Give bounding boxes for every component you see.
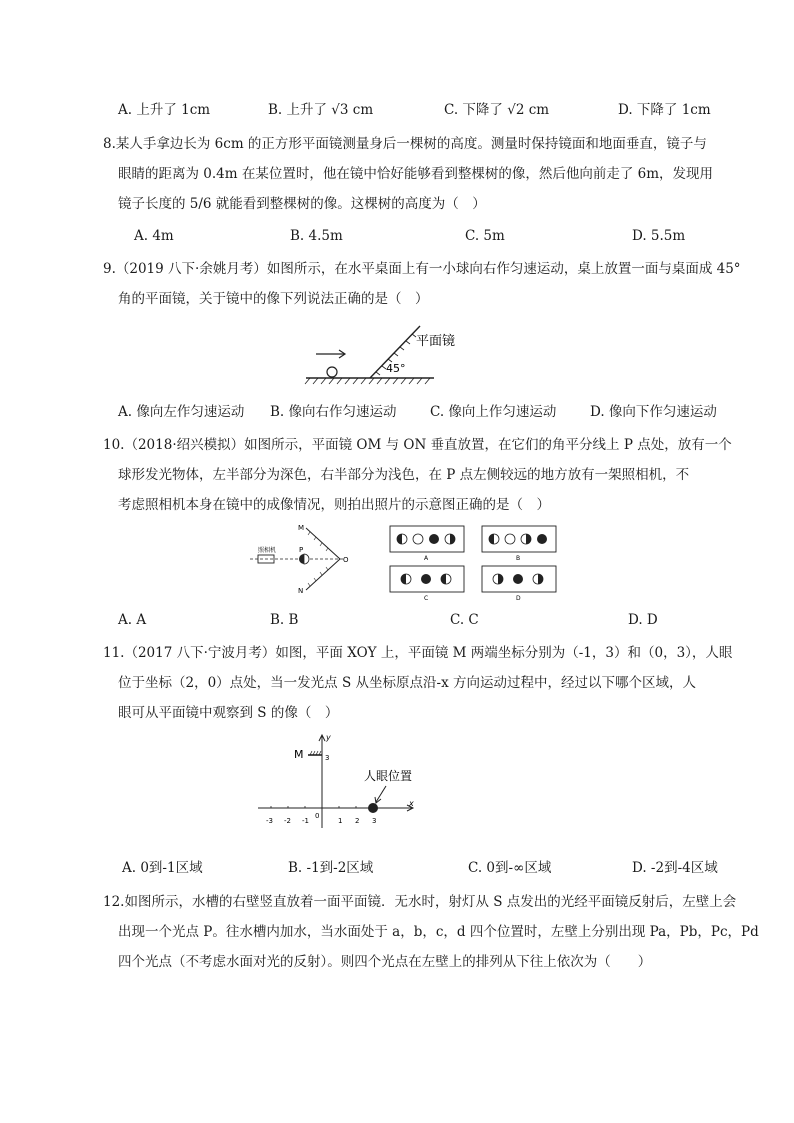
q12-stem-line-3: 四个光点（不考虑水面对光的反射）。则四个光点在左壁上的排列从下往上依次为（ ） (118, 954, 652, 970)
panel-c-images (401, 574, 451, 584)
q8-option-a: A. 4m (134, 228, 174, 244)
q10-option-b: B. B (270, 612, 299, 628)
q11-stem-line-3: 眼可从平面镜中观察到 S 的像（ ） (118, 705, 339, 721)
panel-a-label: A (424, 555, 429, 562)
label-p: P (299, 546, 304, 554)
q8-option-c: C. 5m (465, 228, 505, 244)
panel-b-label: B (516, 555, 521, 562)
ball (327, 367, 337, 377)
q8-stem-line-2: 眼睛的距离为 0.4m 在某位置时，他在镜中恰好能够看到整棵树的像，然后他向前走了 6m，发现用 (118, 166, 714, 182)
q7-option-c: C. 下降了 √2 cm (444, 102, 550, 118)
q10-option-c: C. C (450, 612, 479, 628)
mirror-om (306, 528, 340, 559)
q11-option-d: D. -2到-4区域 (632, 860, 718, 876)
q11-coordinate-figure (252, 730, 422, 830)
q8-stem-line-1: 8.某人手拿边长为 6cm 的正方形平面镜测量身后一棵树的高度。测量时保持镜面和地面垂直，镜子与 (103, 136, 707, 152)
y-tick-3: 3 (325, 754, 330, 762)
camera-label: 照相机 (258, 547, 277, 554)
table-hatch (305, 378, 430, 384)
label-n: N (298, 587, 304, 594)
q10-answer-panels (388, 524, 564, 602)
angle-label: 45° (386, 362, 406, 375)
object-light-half (304, 554, 309, 564)
q10-option-a: A. A (118, 612, 147, 628)
q9-figure (300, 318, 480, 390)
q12-stem-line-2: 出现一个光点 P。往水槽内加水，当水面处于 a，b，c，d 四个位置时，左壁上分别出现 Pa，Pb，Pc，Pd (118, 924, 759, 940)
x-tick-neg1: -1 (302, 817, 309, 825)
q9-option-b: B. 像向右作匀速运动 (270, 404, 397, 420)
y-axis-label: y (326, 733, 331, 742)
q7-option-b: B. 上升了 √3 cm (268, 102, 374, 118)
eye-position-dot (368, 803, 378, 813)
q10-stem-line-3: 考虑照相机本身在镜中的成像情况，则拍出照片的示意图正确的是（ ） (118, 497, 550, 513)
q9-option-c: C. 像向上作匀速运动 (430, 404, 557, 420)
x-tick-2: 2 (355, 817, 360, 825)
q10-option-d: D. D (628, 612, 658, 628)
panel-d-label: D (516, 595, 521, 602)
q12-stem-line-1: 12.如图所示，水槽的右壁竖直放着一面平面镜．无水时，射灯从 S 点发出的光经平面镜反射后，左壁上会 (103, 894, 737, 910)
q10-stem-line-2: 球形发光物体，左半部分为深色，右半部分为浅色，在 P 点左侧较远的地方放有一架照相机，不 (118, 467, 690, 483)
panel-d-images (493, 574, 543, 584)
object-dark-half (299, 554, 304, 564)
label-m: M (298, 524, 305, 532)
q8-stem-line-3: 镜子长度的 5/6 就能看到整棵树的像。这棵树的高度为（ ） (118, 196, 486, 212)
x-axis-label: x (409, 799, 414, 808)
q9-option-a: A. 像向左作匀速运动 (118, 404, 245, 420)
q8-option-b: B. 4.5m (290, 228, 343, 244)
x-tick-1: 1 (338, 817, 343, 825)
label-o: O (343, 556, 349, 564)
mirror-label: 平面镜 (416, 334, 456, 349)
q9-stem-line-2: 角的平面镜，关于镜中的像下列说法正确的是（ ） (118, 291, 429, 307)
q11-option-a: A. 0到-1区域 (122, 860, 203, 876)
mirror-on (306, 559, 340, 590)
q10-stem-line-1: 10.（2018·绍兴模拟）如图所示，平面镜 OM 与 ON 垂直放置，在它们的角平分线上 P 点处，放有一个 (103, 437, 732, 453)
q9-stem-line-1: 9.（2019 八下·余姚月考）如图所示，在水平桌面上有一小球向右作匀速运动，桌上放置一面与桌面成 45° (103, 261, 741, 277)
x-tick-neg3: -3 (266, 817, 273, 825)
q10-diagram (248, 522, 358, 594)
q7-option-d: D. 下降了 1cm (618, 102, 711, 118)
origin-label: 0 (315, 812, 320, 820)
q11-stem-line-1: 11.（2017 八下·宁波月考）如图，平面 XOY 上，平面镜 M 两端坐标分别为（-1，3）和（0，3），人眼 (103, 645, 733, 661)
eye-position-label: 人眼位置 (364, 769, 413, 783)
panel-c-label: C (424, 595, 429, 602)
q11-stem-line-2: 位于坐标（2，0）点处，当一发光点 S 从坐标原点沿-x 方向运动过程中，经过以下哪个区域，人 (118, 675, 696, 691)
q9-option-d: D. 像向下作匀速运动 (590, 404, 717, 420)
q11-option-c: C. 0到-∞区域 (468, 860, 552, 876)
q7-option-a: A. 上升了 1cm (118, 102, 211, 118)
q8-option-d: D. 5.5m (632, 228, 686, 244)
mirror-m-label: M (294, 748, 304, 761)
q11-option-b: B. -1到-2区域 (288, 860, 374, 876)
x-tick-3: 3 (372, 817, 377, 825)
x-tick-neg2: -2 (284, 817, 291, 825)
